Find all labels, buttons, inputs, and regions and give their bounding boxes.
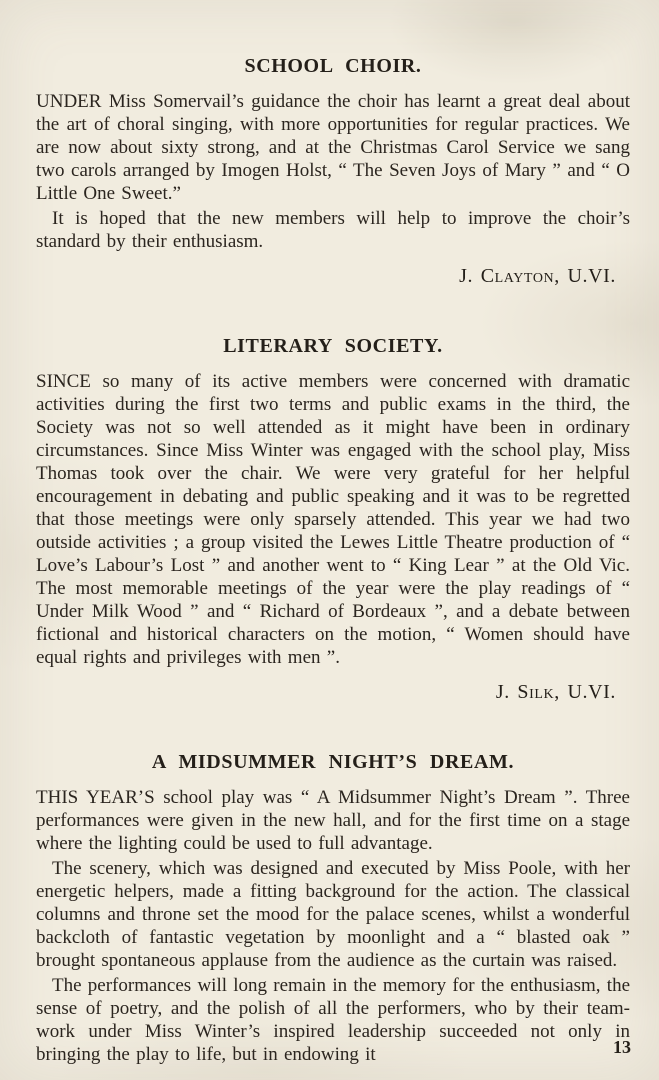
page-number: 13 <box>613 1037 631 1057</box>
body-paragraph: The performances will long remain in the memory for the enthusiasm, the sense of poetry, and the polish of all the performers, who by their team-work under Miss Winter’s inspired leadership succeeded not only in bringing the play to life, but in endowing it <box>36 975 630 1065</box>
body-paragraph: UNDER Miss Somervail’s guidance the choir has learnt a great deal about the art of choral singing, with more opportunities for regular practices. We are now about sixty strong, and at the Christmas Carol Service we sang two carols arranged by Imogen Holst, “ The Seven Joys of Mary ” and “ O Little One Sweet.” <box>36 91 630 204</box>
body-paragraph: SINCE so many of its active members were concerned with dramatic activities during the first two terms and public exams in the third, the Society was not so well attended as it might have been in ordinary circumstances. Since Miss Winter was engaged with the school play, Miss Thomas took over the chair. We were very grateful for her helpful encouragement in debating and public speaking and it was to be regretted that those meetings were only sparsely attended. This year we had two outside activities ; a group visited the Lewes Little Theatre production of “ Love’s Labour’s Lost ” and another went to “ King Lear ” at the Old Vic. The most memorable meetings of the year were the play readings of “ Under Milk Wood ” and “ Richard of Bordeaux ”, and a debate between fictional and historical characters on the motion, “ Women should have equal rights and privileges with men ”. <box>36 371 630 668</box>
article-literary-society <box>36 336 630 704</box>
article-school-choir <box>36 56 630 288</box>
section-heading-literary-society: LITERARY SOCIETY. <box>223 335 443 357</box>
author-attribution: J. Silk, U.VI. <box>495 681 616 703</box>
body-paragraph: It is hoped that the new members will help to improve the choir’s standard by their enthusiasm. <box>36 208 630 252</box>
body-paragraph: The scenery, which was designed and executed by Miss Poole, with her energetic helpers, made a fitting background for the action. The classical columns and throne set the mood for the palace scenes, whilst a wonderful backcloth of fantastic vegetation by moonlight and a “ blasted oak ” brought spontaneous applause from the audience as the curtain was raised. <box>36 858 630 971</box>
body-paragraph: THIS YEAR’S school play was “ A Midsummer Night’s Dream ”. Three performances were given in the new hall, and for the first time on a stage where the lighting could be used to full advantage. <box>36 787 630 854</box>
section-heading-midsummer-nights-dream: A MIDSUMMER NIGHT’S DREAM. <box>151 751 515 773</box>
article-midsummer-nights-dream <box>36 752 630 1066</box>
section-heading-school-choir: SCHOOL CHOIR. <box>244 55 422 77</box>
author-attribution: J. Clayton, U.VI. <box>459 265 616 287</box>
